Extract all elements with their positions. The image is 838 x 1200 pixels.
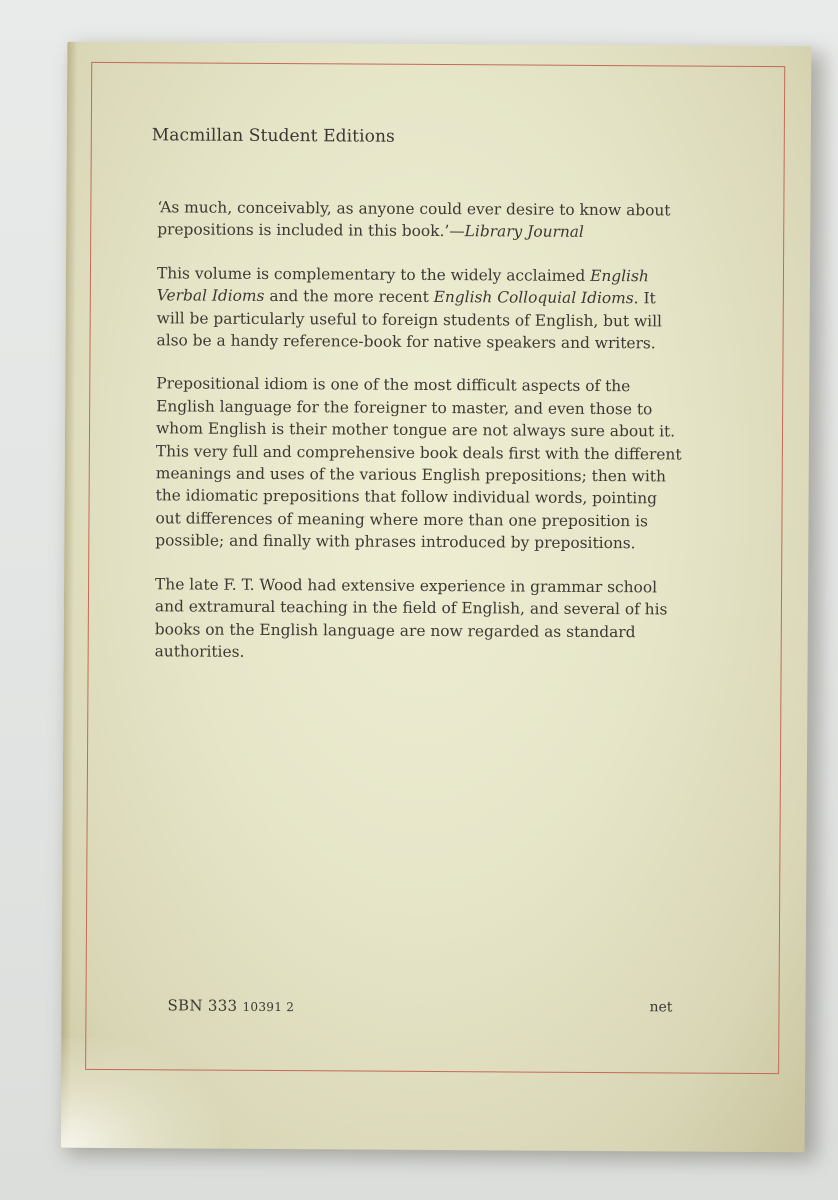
sbn-prefix: SBN 333 — [167, 996, 238, 1015]
blurb-1-text-a: This volume is complementary to the widely acclaimed — [156, 264, 591, 285]
net-price-label: net — [649, 999, 673, 1016]
blurb-1-text-c: . It will be particularly useful to foreign students of English, but will also be a handy reference-book for native speakers and writers. — [156, 289, 663, 353]
blurb-1-text-b: and the more recent — [264, 287, 434, 307]
cover-spine-edge — [61, 42, 78, 1148]
book-back-cover — [61, 42, 812, 1153]
publisher-imprint: Macmillan Student Editions — [151, 125, 395, 147]
review-quote — [157, 196, 687, 244]
quote-text: ‘As much, conceivably, as anyone could ever desire to know about prepositions is included in this book.’— — [157, 198, 671, 241]
blurb-paragraph-1 — [156, 262, 687, 355]
book-title-colloquial-idioms: English Colloquial Idioms — [433, 288, 634, 308]
sbn-number: 10391 2 — [242, 999, 295, 1015]
blurb-paragraph-2: Prepositional idiom is one of the most difficult aspects of the English language for the foreigner to master, and even those to whom English is their mother tongue are not always sure about it. This very full and comprehensive book deals first with the different meanings and uses of the various English prepositions; then with the idiomatic prepositions that follow individual words, pointing out differences of meaning where more than one preposition is possible; and finally with phrases introduced by prepositions. — [155, 374, 682, 553]
quote-source: Library Journal — [464, 222, 584, 242]
cover-blurb — [154, 196, 687, 687]
book-title-verbal-idioms: English Verbal Idioms — [156, 266, 649, 306]
sbn-code — [167, 996, 294, 1015]
blurb-paragraph-3: The late F. T. Wood had extensive experience in grammar school and extramural teaching in the field of English, and several of his books on the English language are now regarded as standard authorities. — [154, 574, 668, 661]
